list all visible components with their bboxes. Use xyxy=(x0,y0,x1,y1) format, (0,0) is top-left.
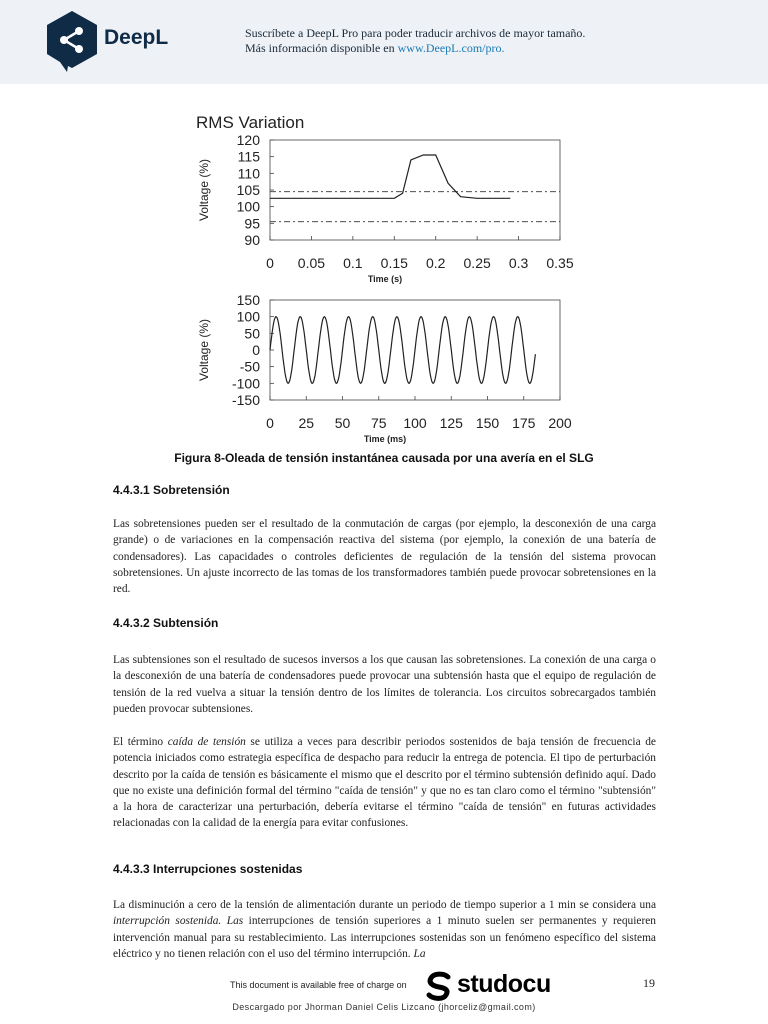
p2-text-c: se utiliza a veces para describir periodos sostenidos de baja tensión de frecuencia de potencia iniciados como estrategia específica de despacho para reducir la entrega de potencia. El tipo de perturbación descrito por la caída de tensión es básicamente el mismo que el descrito por el término subtensión definido aquí. Dado que no existe una definición formal del término "caída de tensión" y que no es tan claro como el término "subtensión" a la hora de caracterizar una perturbación, debería evitarse el término "caída de tensión" en futuras actividades relacionadas con la calidad de la energía para evitar confusiones. xyxy=(113,736,656,830)
deepl-promo-text xyxy=(245,26,585,56)
chart-1-series-1-line xyxy=(270,155,510,198)
chart-1-xlabel: Time (s) xyxy=(367,274,403,284)
promo-line-2 xyxy=(245,41,585,56)
p3-text-c: interrupciones de tensión superiores a 1 minuto suelen ser permanentes y requieren intervención manual para su restablecimiento. Las interrupciones sostenidas son un fenómeno específico del sistema eléctrico y no tienen relación con el uso del término interrupción. xyxy=(113,915,656,960)
chart-1-ytick-label: 100 xyxy=(236,198,260,215)
p3-text-a: La disminución a cero de la tensión de alimentación durante un periodo de tiempo superior a 1 min se considera una xyxy=(113,899,656,911)
chart-1-ylabel: Voltage (%) xyxy=(197,158,211,222)
heading-subtension: 4.4.3.2 Subtensión xyxy=(113,616,219,630)
paragraph-subtension-1: Las subtensiones son el resultado de sucesos inversos a los que causan las sobretensiones. La conexión de una carga o la desconexión de una batería de condensadores puede provocar una subtensión hasta que el equipo de regulación de tensión de la red vuelva a situar la tensión dentro de los límites de tolerancia. Los circuitos sobrecargados también pueden provocar subtensiones. xyxy=(113,654,656,715)
chart-1-ytick-label: 95 xyxy=(244,215,260,232)
chart-2-ytick-label: -50 xyxy=(239,358,260,375)
chart-2-xtick-label: 125 xyxy=(439,415,463,431)
chart-2-xtick-label: 200 xyxy=(548,415,572,431)
chart-2-xtick-label: 25 xyxy=(298,415,315,431)
chart-1-ytick-label: 115 xyxy=(237,148,260,165)
heading-sobretension: 4.4.3.1 Sobretensión xyxy=(113,483,230,497)
paragraph-subtension-2 xyxy=(113,734,656,832)
chart-1-title: RMS Variation xyxy=(196,113,305,132)
studocu-brand-name[interactable]: studocu xyxy=(457,970,551,998)
p2-term-caida: caída de tensión xyxy=(167,736,246,748)
chart-2-xtick-label: 0 xyxy=(266,415,274,431)
chart-1-xtick-label: 0.25 xyxy=(463,255,491,271)
studocu-logo-icon xyxy=(424,971,454,1001)
chart-1-xtick-label: 0.2 xyxy=(425,255,446,271)
deepl-brand-name: DeepL xyxy=(104,26,169,49)
chart-1-ytick-label: 90 xyxy=(244,232,260,248)
page-number: 19 xyxy=(643,976,655,990)
chart-2-ytick-label: 50 xyxy=(244,325,260,342)
deepl-banner xyxy=(0,0,768,84)
chart-1-xtick-label: 0.35 xyxy=(546,255,574,271)
chart-2-xtick-label: 175 xyxy=(512,415,536,431)
figure-8-charts xyxy=(192,108,577,446)
chart-2-xtick-label: 100 xyxy=(403,415,427,431)
chart-2-waveform-line xyxy=(270,317,535,384)
chart-1-xtick-label: 0.05 xyxy=(297,255,326,271)
paragraph-sobretension: Las sobretensiones pueden ser el resultado de la conmutación de cargas (por ejemplo, la desconexión de una carga grande) o de variaciones en la compensación reactiva del sistema (por ejemplo, la conexión de una batería de condensadores). Las capacidades o controles deficientes de regulación de la tensión del sistema provocan sobretensiones. Un ajuste incorrecto de las tomas de los transformadores también puede provocar sobretensiones en la red. xyxy=(113,518,656,596)
chart-1-xtick-label: 0 xyxy=(266,255,274,271)
promo-line-1: Suscríbete a DeepL Pro para poder traducir archivos de mayor tamaño. xyxy=(245,26,586,40)
chart-2-ylabel: Voltage (%) xyxy=(197,318,211,382)
p2-text-a: El término xyxy=(113,736,168,748)
chart-1-ytick-label: 110 xyxy=(237,165,260,182)
chart-2-ytick-label: 0 xyxy=(252,342,260,358)
chart-2-ytick-label: -150 xyxy=(231,392,260,408)
figure-caption: Figura 8-Oleada de tensión instantánea causada por una avería en el SLG xyxy=(174,451,594,465)
p3-term-interrupcion: interrupción sostenida. Las xyxy=(113,915,244,928)
heading-interrupciones: 4.4.3.3 Interrupciones sostenidas xyxy=(113,862,303,876)
deepl-pro-link[interactable]: www.DeepL.com/pro. xyxy=(397,41,505,55)
promo-line-2-prefix: Más información disponible en xyxy=(245,41,398,55)
chart-2-xtick-label: 150 xyxy=(475,415,500,431)
chart-1-plot-frame xyxy=(270,140,560,240)
chart-1-xtick-label: 0.3 xyxy=(508,255,529,271)
chart-2-ytick-label: 150 xyxy=(236,292,260,308)
chart-2-xtick-label: 75 xyxy=(370,415,387,431)
chart-1-ytick-label: 105 xyxy=(236,182,260,198)
downloaded-by-text: Descargado por Jhorman Daniel Celis Lizcano (jhorceliz@gmail.com) xyxy=(232,1002,536,1012)
chart-2-xtick-label: 50 xyxy=(334,415,351,431)
paragraph-interrupciones xyxy=(113,897,656,962)
chart-1-xtick-label: 0.1 xyxy=(343,255,363,271)
chart-1-ytick-label: 120 xyxy=(236,132,260,148)
chart-2-xlabel: Time (ms) xyxy=(363,434,407,444)
p3-term-la: La xyxy=(413,947,426,960)
studocu-availability-text: This document is available free of charge on xyxy=(230,980,407,990)
chart-1-xtick-label: 0.15 xyxy=(380,255,408,271)
chart-2-ytick-label: -100 xyxy=(231,375,260,392)
chart-2-ytick-label: 100 xyxy=(236,308,260,325)
deepl-logo-icon xyxy=(46,10,98,72)
